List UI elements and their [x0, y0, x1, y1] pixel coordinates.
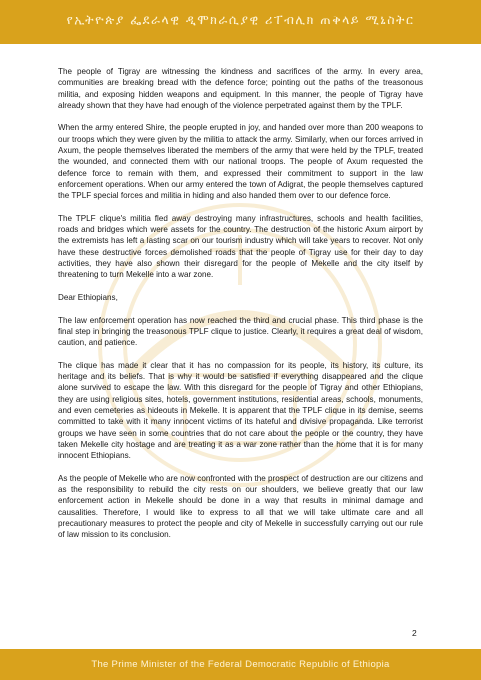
page-number: 2	[412, 628, 417, 638]
paragraph: As the people of Mekelle who are now confronted with the prospect of destruction are our citizens and as the responsibility to rebuild the city rests on our shoulders, we believe greatly that our law enforcement action in Mekelle should be done in a way that results in minimal damage and causalities. Therefore, I would like to express to all that we will take ultimate care and all precautionary measures to protect the people and city of Mekelle in successfully carrying out our rule of law mission to its conclusion.	[58, 473, 423, 540]
paragraph: The clique has made it clear that it has no compassion for its people, its history, its culture, its heritage and its beliefs. That is why it would be satisfied if everything disappeared and the clique alone survived to escape the law. With this disregard for the people of Tigray and other Ethiopians, they are using religious sites, hotels, government institutions, residential areas, schools, monuments, and even cemeteries as hideouts in Mekelle. It is apparent that the TPLF clique in its demise, seems committed to take with it many innocent victims of its hateful and divisive propaganda. Like terrorist groups we have seen in some countries that do not care about the people or the country, they have taken Mekelle city hostage and are treating it as a war zone rather than the home that it is for many innocent Ethiopians.	[58, 360, 423, 461]
paragraph: The law enforcement operation has now reached the third and crucial phase. This third phase is the final step in bringing the treasonous TPLF clique to justice. Clearly, it requires a great deal of wisdom, caution, and patience.	[58, 315, 423, 348]
paragraph: The TPLF clique's militia fled away destroying many infrastructures, schools and health facilities, roads and bridges which were assets for the country. The destruction of the historic Axum airport by the extremists has left a lasting scar on our tourism industry which will take years to recover. Not only have these destructive forces demolished roads that the people of Tigray use for their day to day activities, they have also shown their disregard for the people of Mekelle and the city itself by threatening to turn Mekelle into a war zone.	[58, 213, 423, 280]
salutation: Dear Ethiopians,	[58, 292, 118, 302]
footer-text: The Prime Minister of the Federal Democratic Republic of Ethiopia	[91, 659, 390, 670]
paragraph: When the army entered Shire, the people erupted in joy, and handed over more than 200 weapons to our troops which they were given by the militia to attack the army. Similarly, when our forces arrived in Axum, the people themselves liberated the members of the army that were held by the TPLF, treated the wounded, and connected them with our national troops. The people of Axum requested the defence force to remain with them, and expressed their commitment to support in the law enforcement operations. When our army entered the town of Adigrat, the people themselves captured the TPLF special forces and militia in hiding and also handed them over to our defence force.	[58, 123, 423, 201]
document-body	[58, 66, 423, 552]
header-title: የኢትዮጵያ ፌደራላዊ ዲሞክራሲያዊ ሪፐብሊክ ጠቅላይ ሚኒስትር	[66, 12, 415, 27]
paragraph: The people of Tigray are witnessing the kindness and sacrifices of the army. In every area, communities are breaking bread with the defence force; pointing out the paths of the treasonous militia, and exposing hidden weapons and equipment. In this manner, the people of Tigray have already shown that they have had enough of the violence perpetrated against them by the TPLF.	[58, 67, 423, 110]
